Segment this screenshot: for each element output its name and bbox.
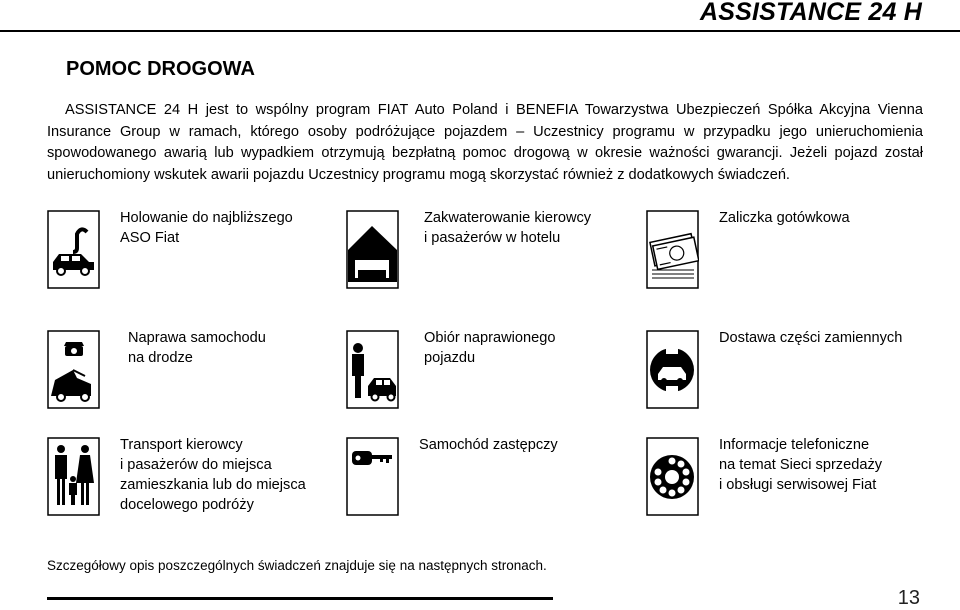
service-line: Holowanie do najbliższego (120, 210, 293, 226)
footer-note: Szczegółowy opis poszczególnych świadczeń znajduje się na następnych stronach. (47, 558, 547, 573)
spare-parts-wrench-icon (646, 330, 699, 409)
rotary-phone-dial-icon (646, 437, 699, 516)
service-line: Zakwaterowanie kierowcy (424, 210, 592, 226)
service-line: na temat Sieci sprzedaży (719, 457, 883, 473)
service-label-replacement-car (419, 435, 558, 455)
service-label-roadside-repair (128, 328, 266, 368)
cash-banknotes-icon (646, 210, 699, 289)
service-line: zamieszkania lub do miejsca (120, 477, 306, 493)
service-label-phone-info (719, 435, 882, 495)
service-line: na drodze (128, 350, 193, 366)
tow-truck-icon (47, 210, 100, 289)
service-line: ASO Fiat (120, 230, 180, 246)
service-label-spare-parts (719, 328, 902, 348)
intro-text: ASSISTANCE 24 H jest to wspólny program FIAT Auto Poland i BENEFIA Towarzystwa Ubezpieczeń Spółka Akcyjna Vienna Insurance Group w ramach, którego osoby podróżujące pojazdem – Uczestnicy programu w przypadku jego unieruchomienia spowodowanego awarią lub wypadkiem otrzymują bezpłatną pomoc drogową w okresie ważności gwarancji. Jeżeli pojazd został unieruchomiony wskutek awarii pojazdu Uczestnicy programu mogą skorzystać również z dodatkowych świadczeń. (47, 102, 923, 183)
header-title: ASSISTANCE 24 H (699, 0, 922, 26)
header-rule (0, 30, 960, 32)
service-line: Obiór naprawionego (424, 330, 556, 346)
page-number: 13 (897, 587, 920, 609)
service-line: Samochód zastępczy (419, 437, 558, 453)
service-line: i pasażerów do miejsca (120, 457, 272, 473)
service-line: i pasażerów w hotelu (424, 230, 561, 246)
car-key-icon (346, 437, 399, 516)
service-line: Transport kierowcy (120, 437, 243, 453)
hotel-bed-icon (346, 210, 399, 289)
service-line: Informacje telefoniczne (719, 437, 870, 453)
service-line: docelowego podróży (120, 497, 254, 513)
intro-paragraph (47, 100, 923, 186)
service-line: i obsługi serwisowej Fiat (719, 477, 877, 493)
vehicle-pickup-icon (346, 330, 399, 409)
service-line: Zaliczka gotówkowa (719, 210, 850, 226)
service-line: pojazdu (424, 350, 476, 366)
service-label-towing (120, 208, 293, 248)
footer-rule (47, 597, 553, 600)
service-label-vehicle-pickup (424, 328, 555, 368)
service-label-transport (120, 435, 306, 515)
family-transport-icon (47, 437, 100, 516)
service-label-cash-advance (719, 208, 850, 228)
service-label-hotel (424, 208, 591, 248)
section-title: POMOC DROGOWA (66, 58, 255, 80)
service-line: Naprawa samochodu (128, 330, 266, 346)
roadside-repair-icon (47, 330, 100, 409)
service-line: Dostawa części zamiennych (719, 330, 903, 346)
